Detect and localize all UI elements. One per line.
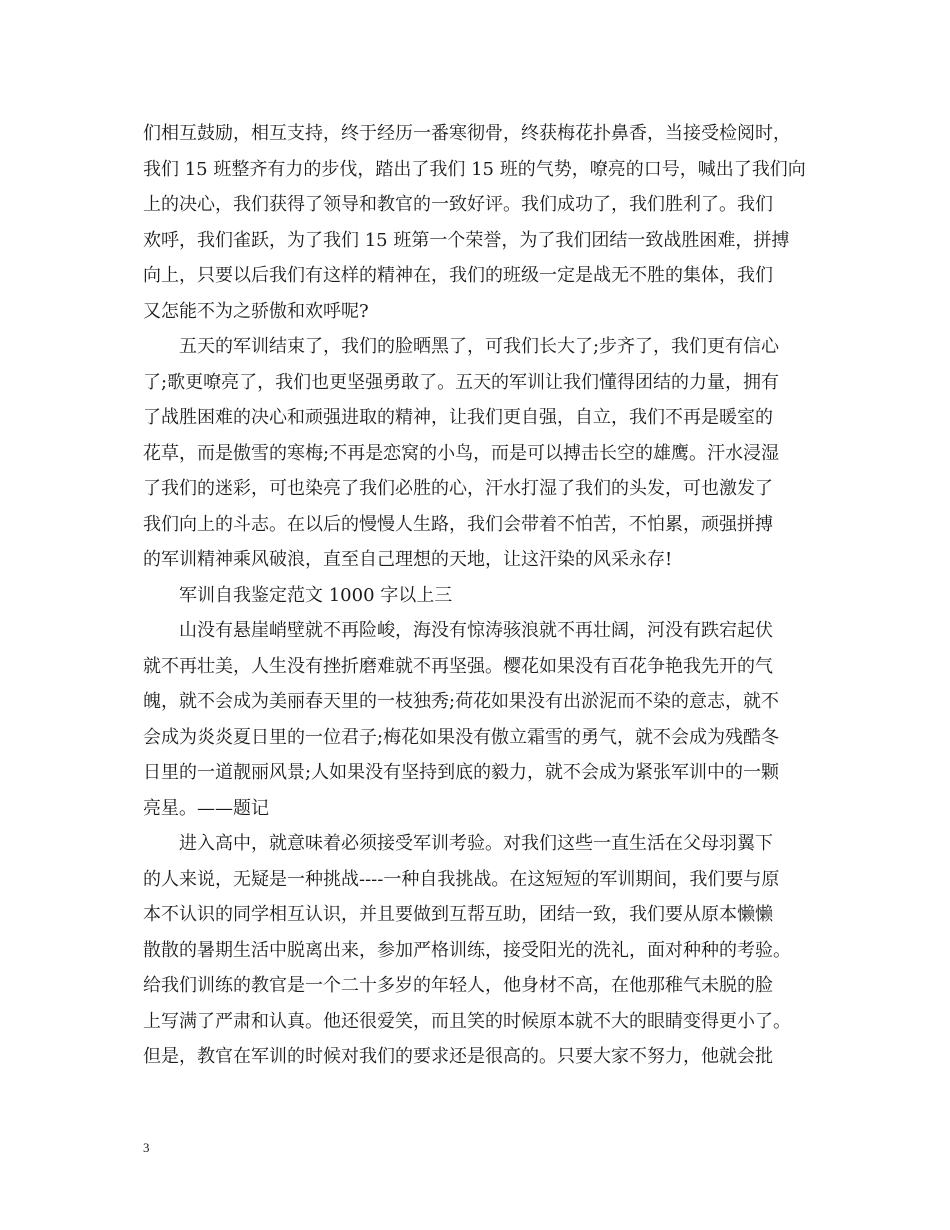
text-line: 魄，就不会成为美丽春天里的一枝独秀;荷花如果没有出淤泥而不染的意志，就不 — [143, 691, 780, 712]
paragraph-first-line: 山没有悬崖峭壁就不再险峻，海没有惊涛骇浪就不再壮阔，河没有跌宕起伏 — [179, 620, 773, 641]
paragraph-first-line: 进入高中，就意味着必须接受军训考验。对我们这些一直生活在父母羽翼下 — [179, 833, 773, 854]
text-line: 给我们训练的教官是一个二十多岁的年轻人，他身材不高，在他那稚气未脱的脸 — [143, 975, 773, 996]
text-line: 我们向上的斗志。在以后的慢慢人生路，我们会带着不怕苦，不怕累，顽强拼搏 — [143, 513, 773, 535]
text-line: 本不认识的同学相互认识，并且要做到互帮互助，团结一致，我们要从原本懒懒 — [143, 904, 773, 925]
text-line: 向上，只要以后我们有这样的精神在，我们的班级一定是战无不胜的集体，我们 — [143, 265, 773, 286]
text-line: 欢呼，我们雀跃，为了我们 15 班第一个荣誉，为了我们团结一致战胜困难，拼搏 — [143, 229, 790, 251]
page-number: 3 — [143, 1140, 150, 1155]
text-line: 就不再壮美，人生没有挫折磨难就不再坚强。樱花如果没有百花争艳我先开的气 — [143, 655, 773, 677]
text-line: 上写满了严肃和认真。他还很爱笑，而且笑的时候原本就不大的眼睛变得更小了。 — [143, 1010, 791, 1032]
body-text — [143, 116, 823, 1075]
text-line: 们相互鼓励，相互支持，终于经历一番寒彻骨，终获梅花扑鼻香，当接受检阅时， — [143, 123, 791, 144]
paragraph-first-line: 五天的军训结束了，我们的脸晒黑了，可我们长大了;步齐了，我们更有信心 — [179, 336, 780, 357]
text-line: 的军训精神乘风破浪，直至自己理想的天地，让这汗染的风采永存! — [143, 549, 673, 570]
text-line: 又怎能不为之骄傲和欢呼呢? — [143, 300, 369, 322]
text-line: 了我们的迷彩，可也染亮了我们必胜的心，汗水打湿了我们的头发，可也激发了 — [143, 478, 773, 499]
text-line: 了;歌更嘹亮了，我们也更坚强勇敢了。五天的军训让我们懂得团结的力量，拥有 — [143, 371, 780, 393]
section-heading: 军训自我鉴定范文 1000 字以上三 — [179, 584, 453, 606]
text-line: 但是，教官在军训的时候对我们的要求还是很高的。只要大家不努力，他就会批 — [143, 1046, 773, 1067]
text-line: 的人来说，无疑是一种挑战----一种自我挑战。在这短短的军训期间，我们要与原 — [143, 868, 780, 890]
text-line: 上的决心，我们获得了领导和教官的一致好评。我们成功了，我们胜利了。我们 — [143, 194, 773, 215]
text-line: 会成为炎炎夏日里的一位君子;梅花如果没有傲立霜雪的勇气，就不会成为残酷冬 — [143, 726, 780, 748]
text-line: 日里的一道靓丽风景;人如果没有坚持到底的毅力，就不会成为紧张军训中的一颗 — [143, 762, 780, 783]
text-line: 我们 15 班整齐有力的步伐，踏出了我们 15 班的气势，嘹亮的口号，喊出了我们向 — [143, 158, 806, 180]
text-line: 花草，而是傲雪的寒梅;不再是恋窝的小鸟，而是可以搏击长空的雄鹰。汗水浸湿 — [143, 442, 780, 464]
text-line: 了战胜困难的决心和顽强进取的精神，让我们更自强，自立，我们不再是暖室的 — [143, 407, 773, 428]
text-line: 亮星。——题记 — [143, 797, 269, 819]
text-line: 散散的暑期生活中脱离出来，参加严格训练，接受阳光的洗礼，面对种种的考验。 — [143, 939, 791, 961]
